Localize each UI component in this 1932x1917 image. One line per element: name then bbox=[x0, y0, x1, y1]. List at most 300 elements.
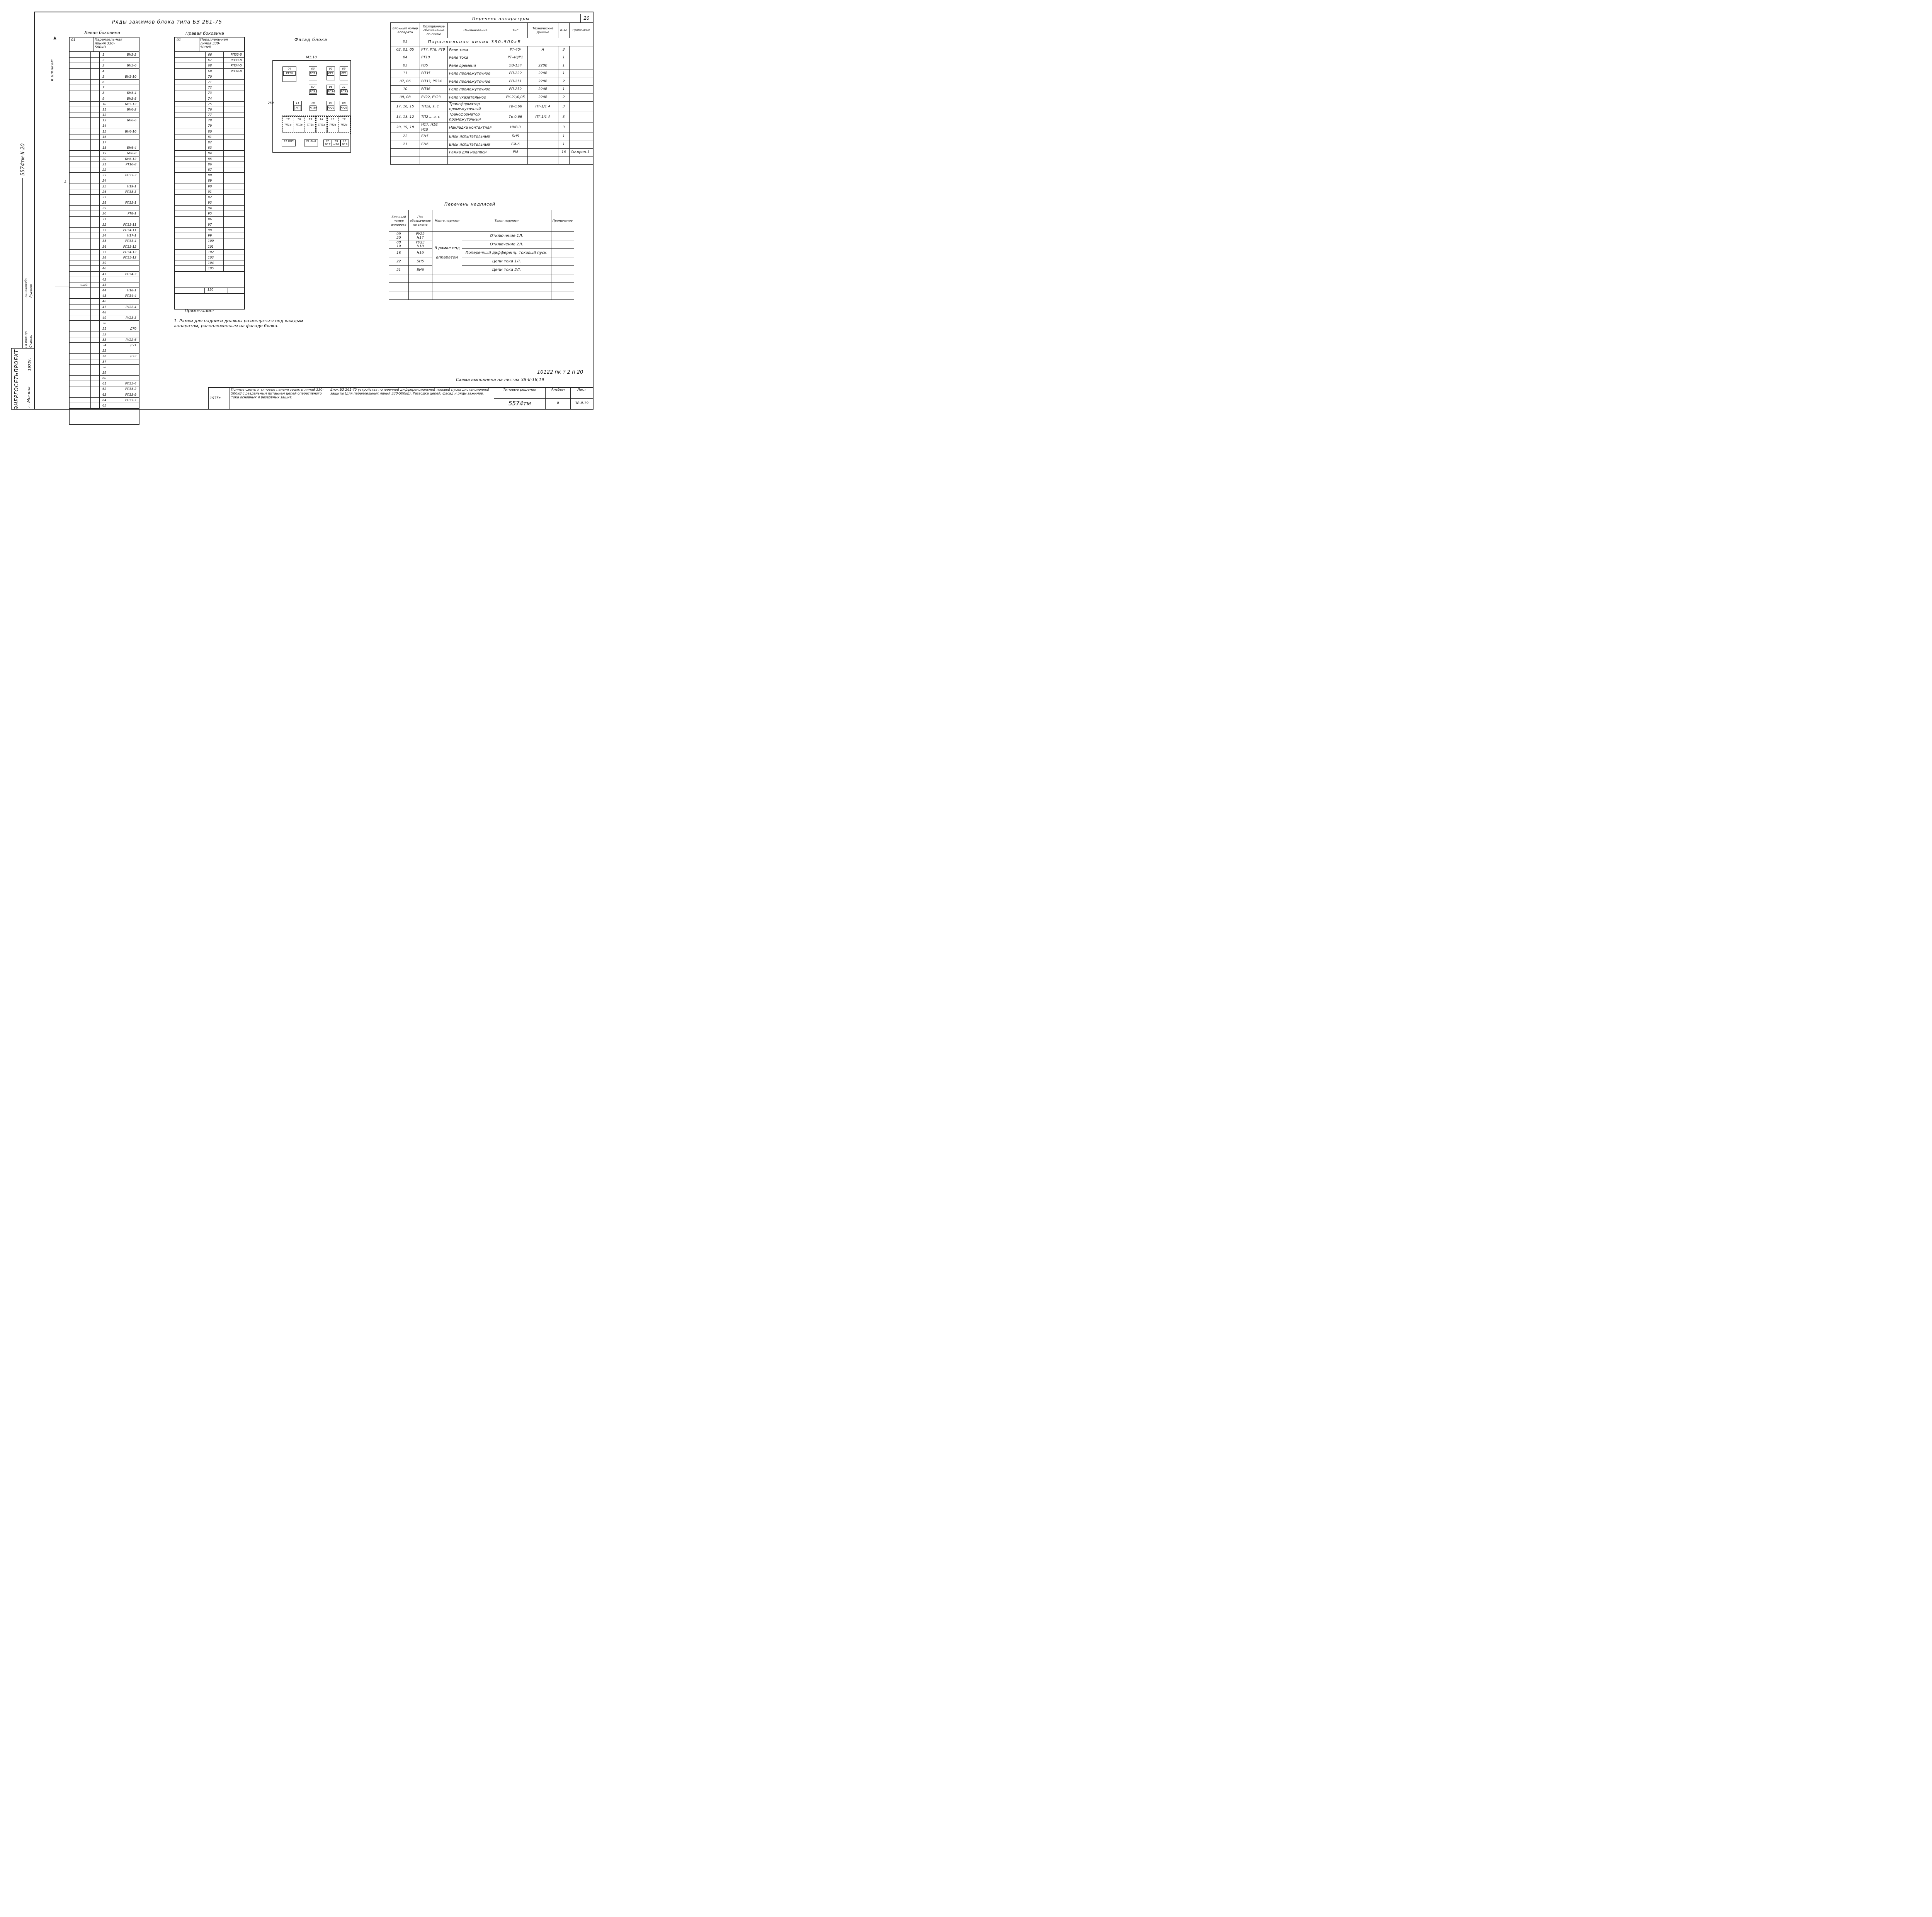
terminal-connection bbox=[118, 260, 139, 265]
terminal-connection: Н18-1 bbox=[127, 289, 136, 293]
apparatus-cell-num: 02, 01, 05 bbox=[391, 46, 420, 54]
apparatus-cell-type: БН5 bbox=[503, 133, 528, 141]
apparatus-cell-name: Трансформатор промежуточный bbox=[448, 102, 503, 112]
terminal-connection bbox=[118, 69, 139, 74]
terminal-connection bbox=[118, 282, 139, 287]
terminal-spacer bbox=[70, 365, 91, 370]
terminal-spacer bbox=[91, 272, 99, 277]
apparatus-cell-data: 220В bbox=[528, 62, 558, 70]
apparatus-cell-qty: 3 bbox=[558, 112, 569, 122]
terminal-spacer bbox=[91, 222, 99, 227]
apparatus-cell-note bbox=[570, 156, 594, 165]
terminal-spacer bbox=[91, 386, 99, 391]
facade-device-id: 11 bbox=[342, 85, 346, 88]
facade-transformer bbox=[294, 116, 304, 133]
apparatus-cell-type: РП-222 bbox=[503, 70, 528, 78]
labels-row bbox=[389, 266, 574, 274]
labels-place: В рамке под аппаратом bbox=[432, 232, 462, 274]
terminal-number: 95 bbox=[205, 211, 224, 216]
terminal-connection: РП34-8 bbox=[231, 69, 242, 73]
apparatus-row bbox=[391, 54, 594, 62]
terminal-spacer bbox=[70, 304, 91, 310]
terminal-number: 77 bbox=[205, 112, 224, 117]
terminal-spacer bbox=[70, 211, 91, 216]
terminal-spacer bbox=[91, 69, 99, 74]
apparatus-cell-pos: Н17, Н18, Н19 bbox=[420, 122, 448, 133]
terminal-number: 52 bbox=[99, 332, 118, 337]
apparatus-cell-qty: 3 bbox=[558, 46, 569, 54]
title-block bbox=[208, 387, 594, 410]
facade-device-type: РТ7 bbox=[327, 71, 334, 76]
terminal-spacer bbox=[70, 69, 91, 74]
apparatus-cell-num bbox=[391, 149, 420, 157]
terminal-number: 82 bbox=[205, 140, 224, 145]
labels-cell-note bbox=[551, 283, 574, 291]
facade-bottom-type: Н17 bbox=[325, 143, 331, 146]
terminal-number: 29 bbox=[99, 206, 118, 211]
terminal-spacer bbox=[70, 112, 91, 117]
stamp-sheet-label: Лист bbox=[571, 388, 594, 398]
terminal-spacer bbox=[196, 69, 205, 74]
labels-row bbox=[389, 291, 574, 300]
apparatus-cell-name: Накладка контактная bbox=[448, 122, 503, 133]
labels-row bbox=[389, 283, 574, 291]
facade-transformer-type: ТП1с bbox=[307, 123, 314, 126]
terminal-connection bbox=[224, 250, 244, 255]
apparatus-section-title: Параллельная линия 330-500кВ bbox=[420, 38, 594, 46]
facade-bottom-type: БН6 bbox=[310, 140, 316, 143]
labels-cell-num bbox=[389, 274, 409, 283]
apparatus-cell-name: Трансформатор промежуточный bbox=[448, 112, 503, 122]
terminal-row bbox=[175, 85, 244, 90]
terminal-row bbox=[70, 359, 139, 365]
terminal-number: 89 bbox=[205, 178, 224, 183]
terminal-row bbox=[175, 52, 244, 58]
terminal-spacer bbox=[91, 195, 99, 200]
right-side-title: Правая боковина bbox=[185, 31, 224, 36]
apparatus-col-name: Наименование bbox=[448, 23, 503, 38]
terminal-spacer bbox=[70, 96, 91, 101]
facade-device-id: 04 bbox=[287, 67, 291, 70]
terminal-connection: РП35-7 bbox=[125, 398, 136, 402]
terminal-spacer bbox=[70, 200, 91, 205]
terminal-number: 72 bbox=[205, 85, 224, 90]
terminal-spacer bbox=[70, 359, 91, 364]
terminal-number: 33 bbox=[99, 228, 118, 233]
terminal-spacer bbox=[70, 250, 91, 255]
terminal-number: 41 bbox=[99, 272, 118, 277]
terminal-row bbox=[70, 348, 139, 354]
right-terminal-header bbox=[174, 37, 245, 52]
apparatus-col-qty: К-во bbox=[558, 23, 569, 38]
terminal-spacer bbox=[70, 184, 91, 189]
terminal-row bbox=[70, 63, 139, 68]
terminal-spacer bbox=[175, 162, 196, 167]
terminal-number: 61 bbox=[99, 381, 118, 386]
apparatus-cell-name: Реле промежуточное bbox=[448, 86, 503, 94]
terminal-number: 54 bbox=[99, 343, 118, 348]
facade-scale: М1:10 bbox=[306, 56, 317, 60]
terminal-number: 11 bbox=[99, 107, 118, 112]
labels-cell-text: Отключение 2Л. bbox=[462, 240, 551, 249]
terminal-number: 80 bbox=[205, 129, 224, 134]
terminal-connection bbox=[224, 96, 244, 101]
terminal-spacer bbox=[91, 184, 99, 189]
terminal-number: 19 bbox=[99, 151, 118, 156]
terminal-row bbox=[175, 112, 244, 118]
terminal-number: 50 bbox=[99, 321, 118, 326]
facade-bottom-device bbox=[304, 139, 318, 146]
terminal-number: 21 bbox=[99, 162, 118, 167]
apparatus-col-note: Примечание bbox=[570, 23, 594, 38]
terminal-spacer bbox=[91, 260, 99, 265]
facade-device-id: 05 bbox=[342, 67, 346, 70]
labels-table bbox=[389, 210, 574, 300]
apparatus-row bbox=[391, 86, 594, 94]
terminal-number: 2 bbox=[99, 58, 118, 63]
terminal-spacer bbox=[70, 134, 91, 139]
terminal-connection bbox=[118, 321, 139, 326]
terminal-number: 92 bbox=[205, 195, 224, 200]
terminal-row bbox=[175, 118, 244, 123]
apparatus-cell-type: НКР-3 bbox=[503, 122, 528, 133]
terminal-connection bbox=[224, 134, 244, 139]
terminal-row bbox=[175, 238, 244, 244]
apparatus-cell-pos bbox=[420, 156, 448, 165]
terminal-connection: БН5-8 bbox=[127, 97, 136, 100]
terminal-number: 101 bbox=[205, 244, 224, 249]
terminal-row bbox=[70, 337, 139, 343]
terminal-number: 47 bbox=[99, 304, 118, 310]
terminal-connection bbox=[224, 140, 244, 145]
right-terminal-block bbox=[174, 37, 245, 310]
terminal-connection bbox=[224, 112, 244, 117]
terminal-spacer bbox=[91, 156, 99, 162]
labels-cell-text: Цепи тока 1Л. bbox=[462, 257, 551, 266]
terminal-row bbox=[175, 233, 244, 238]
terminal-number: 75 bbox=[205, 102, 224, 107]
terminal-number: 7 bbox=[99, 85, 118, 90]
terminal-number: 103 bbox=[205, 255, 224, 260]
terminal-number: 56 bbox=[99, 354, 118, 359]
terminal-number: 45 bbox=[99, 293, 118, 298]
terminal-spacer bbox=[91, 277, 99, 282]
terminal-number: 104 bbox=[205, 260, 224, 265]
terminal-number: 40 bbox=[99, 266, 118, 271]
terminal-spacer bbox=[70, 244, 91, 249]
terminal-spacer bbox=[175, 107, 196, 112]
terminal-row bbox=[70, 112, 139, 118]
labels-cell-note bbox=[551, 257, 574, 266]
terminal-number: 66 bbox=[205, 52, 224, 57]
terminal-number: 88 bbox=[205, 173, 224, 178]
apparatus-cell-pos: РТ10 bbox=[420, 54, 448, 62]
terminal-number: 68 bbox=[205, 63, 224, 68]
terminal-spacer bbox=[70, 392, 91, 397]
terminal-spacer bbox=[175, 238, 196, 243]
apparatus-cell-note bbox=[570, 54, 594, 62]
facade-device-type: РП bbox=[294, 105, 301, 110]
terminal-connection: БН5-12 bbox=[125, 102, 136, 106]
stamp-album-label: Альбом bbox=[546, 388, 571, 398]
terminal-number: 30 bbox=[99, 211, 118, 216]
terminal-spacer bbox=[175, 266, 196, 271]
apparatus-cell-name: Реле промежуточное bbox=[448, 70, 503, 78]
org-year: 1975г. bbox=[28, 358, 32, 371]
terminal-spacer bbox=[91, 63, 99, 68]
terminal-spacer bbox=[70, 58, 91, 63]
labels-col-num: Блочный номер аппарата bbox=[389, 210, 409, 232]
terminal-number: 98 bbox=[205, 228, 224, 233]
terminal-spacer bbox=[70, 145, 91, 150]
terminal-connection bbox=[118, 332, 139, 337]
terminal-row bbox=[70, 255, 139, 260]
facade-transformer bbox=[282, 116, 293, 133]
terminal-connection: РП33-12 bbox=[123, 245, 136, 248]
facade-transformer-id: 15 bbox=[308, 118, 312, 121]
terminal-number: 4 bbox=[99, 69, 118, 74]
terminal-connection: БН6-6 bbox=[127, 119, 136, 122]
apparatus-cell-qty: 1 bbox=[558, 62, 569, 70]
apparatus-cell-data bbox=[528, 156, 558, 165]
terminal-number: 71 bbox=[205, 80, 224, 85]
terminal-spacer bbox=[91, 189, 99, 194]
terminal-row bbox=[70, 398, 139, 403]
terminal-number: 83 bbox=[205, 145, 224, 150]
terminal-spacer bbox=[70, 167, 91, 172]
terminal-number: 15 bbox=[99, 129, 118, 134]
terminal-row bbox=[70, 260, 139, 266]
apparatus-cell-num: 14, 13, 12 bbox=[391, 112, 420, 122]
terminal-spacer bbox=[91, 200, 99, 205]
terminal-spacer bbox=[91, 238, 99, 243]
apparatus-cell-name: Рамка для надписи bbox=[448, 149, 503, 157]
terminal-spacer bbox=[175, 52, 196, 57]
terminal-spacer bbox=[91, 107, 99, 112]
terminal-spacer bbox=[175, 233, 196, 238]
facade-transformer bbox=[338, 116, 349, 133]
facade-device-type: РП35 bbox=[341, 90, 348, 93]
terminal-spacer bbox=[91, 288, 99, 293]
terminal-number: 86 bbox=[205, 162, 224, 167]
labels-col-text: Текст надписи bbox=[462, 210, 551, 232]
terminal-connection: РУ22-4 bbox=[126, 305, 136, 309]
labels-row bbox=[389, 232, 574, 240]
terminal-number: 13 bbox=[99, 118, 118, 123]
labels-row bbox=[389, 240, 574, 249]
facade-device bbox=[282, 66, 296, 82]
apparatus-cell-pos: РП36 bbox=[420, 86, 448, 94]
labels-cell-pos: Н19 bbox=[408, 249, 432, 257]
terminal-connection bbox=[118, 348, 139, 353]
terminal-row bbox=[70, 376, 139, 381]
terminal-spacer bbox=[196, 200, 205, 205]
terminal-connection: РП35-4 bbox=[125, 382, 136, 386]
apparatus-cell-qty: 1 bbox=[558, 133, 569, 141]
terminal-connection bbox=[224, 222, 244, 227]
apparatus-cell-pos: БН5 bbox=[420, 133, 448, 141]
terminal-row bbox=[70, 145, 139, 151]
terminal-row bbox=[70, 96, 139, 102]
facade-bottom-device bbox=[282, 139, 296, 146]
terminal-number: 97 bbox=[205, 222, 224, 227]
labels-col-pos: Поз обозначение по схеме bbox=[408, 210, 432, 232]
labels-cell-num: 21 bbox=[389, 266, 409, 274]
signature-name-1: Зинаковаба bbox=[24, 278, 28, 298]
terminal-connection bbox=[224, 173, 244, 178]
facade-bottom-id: 21 bbox=[306, 140, 310, 143]
stamp-sheet: ЗВ-II-19 bbox=[571, 398, 594, 409]
apparatus-cell-num: 11 bbox=[391, 70, 420, 78]
apparatus-cell-type: Тр-0,66 bbox=[503, 112, 528, 122]
apparatus-cell-qty bbox=[558, 156, 569, 165]
apparatus-cell-note bbox=[570, 94, 594, 102]
terminal-connection bbox=[224, 90, 244, 95]
terminal-spacer bbox=[175, 102, 196, 107]
terminal-spacer bbox=[70, 348, 91, 353]
terminal-connection bbox=[224, 118, 244, 123]
left-terminal-footer bbox=[69, 408, 139, 425]
terminal-spacer bbox=[70, 293, 91, 298]
terminal-spacer bbox=[196, 189, 205, 194]
labels-row bbox=[389, 257, 574, 266]
terminal-spacer bbox=[70, 222, 91, 227]
facade-transformer bbox=[305, 116, 316, 133]
terminal-connection bbox=[118, 299, 139, 304]
terminal-spacer bbox=[70, 129, 91, 134]
apparatus-cell-num: 10 bbox=[391, 86, 420, 94]
terminal-spacer bbox=[91, 304, 99, 310]
terminal-spacer bbox=[175, 178, 196, 183]
terminal-connection bbox=[118, 85, 139, 90]
terminal-connection bbox=[118, 58, 139, 63]
terminal-connection: БН6-8 bbox=[127, 151, 136, 155]
terminal-spacer bbox=[91, 228, 99, 233]
terminal-spacer bbox=[91, 112, 99, 117]
terminal-spacer bbox=[70, 381, 91, 386]
terminal-row bbox=[70, 140, 139, 145]
terminal-number: 17 bbox=[99, 140, 118, 145]
terminal-row bbox=[70, 304, 139, 310]
labels-cell-text bbox=[462, 283, 551, 291]
terminal-row bbox=[70, 107, 139, 112]
terminal-spacer bbox=[91, 58, 99, 63]
apparatus-cell-note bbox=[570, 46, 594, 54]
terminal-number: 91 bbox=[205, 189, 224, 194]
terminal-spacer bbox=[70, 321, 91, 326]
apparatus-cell-note bbox=[570, 78, 594, 86]
terminal-number: 55 bbox=[99, 348, 118, 353]
terminal-number: 25 bbox=[99, 184, 118, 189]
terminal-row bbox=[175, 211, 244, 216]
sheet-number: 20 bbox=[583, 15, 590, 21]
terminal-connection bbox=[224, 80, 244, 85]
terminal-connection bbox=[118, 217, 139, 222]
terminal-row bbox=[70, 277, 139, 282]
terminal-connection: БН6-10 bbox=[125, 129, 136, 133]
terminal-spacer bbox=[196, 206, 205, 211]
terminal-number: 57 bbox=[99, 359, 118, 364]
terminal-connection: РП33-8 bbox=[231, 58, 242, 62]
terminal-row bbox=[175, 173, 244, 178]
terminal-connection bbox=[224, 217, 244, 222]
apparatus-cell-name: Реле указательное bbox=[448, 94, 503, 102]
terminal-connection: БН6-2 bbox=[127, 107, 136, 111]
terminal-spacer bbox=[70, 85, 91, 90]
terminal-connection: Д72 bbox=[130, 354, 136, 358]
terminal-spacer bbox=[91, 96, 99, 101]
terminal-spacer bbox=[175, 217, 196, 222]
facade-bottom-id: 20 bbox=[326, 140, 330, 143]
terminal-spacer bbox=[91, 217, 99, 222]
terminal-spacer bbox=[196, 260, 205, 265]
terminal-row bbox=[70, 162, 139, 167]
terminal-row bbox=[70, 288, 139, 293]
note-title: Примечание: bbox=[185, 308, 214, 313]
apparatus-cell-qty: 1 bbox=[558, 141, 569, 149]
apparatus-cell-qty: 2 bbox=[558, 78, 569, 86]
terminal-row bbox=[175, 129, 244, 134]
terminal-connection bbox=[118, 178, 139, 183]
terminal-connection bbox=[224, 195, 244, 200]
labels-cell-pos bbox=[408, 274, 432, 283]
terminal-number: 32 bbox=[99, 222, 118, 227]
terminal-spacer bbox=[91, 211, 99, 216]
signature-role-2: Ст.инж. bbox=[29, 335, 32, 348]
terminal-number: 79 bbox=[205, 123, 224, 128]
terminal-spacer bbox=[70, 238, 91, 243]
terminal-spacer bbox=[175, 123, 196, 128]
terminal-spacer bbox=[91, 266, 99, 271]
terminal-connection: РП34-4 bbox=[125, 294, 136, 298]
terminal-spacer bbox=[175, 140, 196, 145]
right-terminal-footer bbox=[174, 293, 245, 310]
apparatus-cell-qty: 3 bbox=[558, 102, 569, 112]
terminal-spacer bbox=[91, 315, 99, 320]
labels-cell-num: 18 bbox=[389, 249, 409, 257]
left-terminal-block bbox=[69, 37, 139, 425]
terminal-row bbox=[70, 299, 139, 304]
terminal-number: 9 bbox=[99, 96, 118, 101]
terminal-row bbox=[70, 238, 139, 244]
facade-device bbox=[340, 101, 348, 111]
terminal-row bbox=[175, 123, 244, 129]
terminal-spacer bbox=[91, 321, 99, 326]
terminal-connection: РП34-12 bbox=[123, 250, 136, 254]
terminal-row bbox=[70, 381, 139, 386]
terminal-number: 76 bbox=[205, 107, 224, 112]
apparatus-col-pos: Позиционное обозначение по схеме bbox=[420, 23, 448, 38]
terminal-connection bbox=[118, 167, 139, 172]
facade-transformer-type: ТП2в bbox=[329, 123, 337, 126]
right-header-col1: 01 bbox=[175, 37, 199, 51]
terminal-spacer bbox=[196, 140, 205, 145]
terminal-number: 38 bbox=[99, 255, 118, 260]
stamp-album: II bbox=[546, 398, 571, 409]
apparatus-cell-num: 03 bbox=[391, 62, 420, 70]
terminal-spacer bbox=[70, 74, 91, 79]
terminal-spacer bbox=[196, 266, 205, 271]
terminal-spacer bbox=[175, 260, 196, 265]
terminal-spacer bbox=[70, 386, 91, 391]
apparatus-cell-num: 01 bbox=[391, 38, 420, 46]
terminal-connection: БН5-2 bbox=[127, 53, 136, 56]
terminal-row bbox=[175, 167, 244, 173]
labels-cell-pos: БН5 bbox=[408, 257, 432, 266]
apparatus-col-data: Технические данные bbox=[528, 23, 558, 38]
terminal-connection bbox=[118, 266, 139, 271]
apparatus-cell-data: ПТ-1/1 А bbox=[528, 112, 558, 122]
